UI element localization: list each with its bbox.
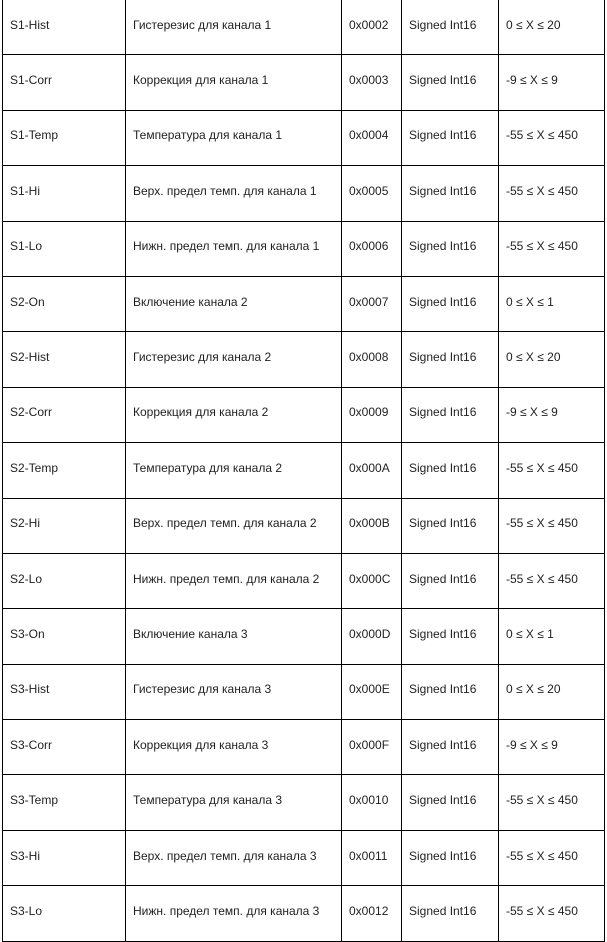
register-type-cell: Signed Int16 — [402, 830, 499, 885]
register-description-cell: Включение канала 2 — [126, 276, 342, 331]
table-row — [3, 110, 605, 165]
register-description-cell: Верх. предел темп. для канала 1 — [126, 166, 342, 221]
register-name-cell: S1-Lo — [3, 221, 126, 276]
register-range-cell: 0 ≤ X ≤ 20 — [499, 664, 605, 719]
table-row — [3, 55, 605, 110]
register-type-cell: Signed Int16 — [402, 332, 499, 387]
register-type-cell: Signed Int16 — [402, 886, 499, 941]
register-range-cell: -55 ≤ X ≤ 450 — [499, 110, 605, 165]
register-range-cell: -55 ≤ X ≤ 450 — [499, 166, 605, 221]
register-name-cell: S3-On — [3, 609, 126, 664]
register-description-cell: Температура для канала 3 — [126, 775, 342, 830]
register-description-cell: Коррекция для канала 3 — [126, 720, 342, 775]
register-type-cell: Signed Int16 — [402, 775, 499, 830]
table-row — [3, 498, 605, 553]
register-address-cell: 0x0008 — [342, 332, 402, 387]
register-description-cell: Верх. предел темп. для канала 3 — [126, 830, 342, 885]
register-range-cell: 0 ≤ X ≤ 20 — [499, 332, 605, 387]
register-address-cell: 0x000D — [342, 609, 402, 664]
register-range-cell: -55 ≤ X ≤ 450 — [499, 775, 605, 830]
table-row — [3, 830, 605, 885]
register-description-cell: Гистерезис для канала 3 — [126, 664, 342, 719]
register-type-cell: Signed Int16 — [402, 664, 499, 719]
register-address-cell: 0x000A — [342, 443, 402, 498]
register-name-cell: S2-Lo — [3, 553, 126, 608]
register-type-cell: Signed Int16 — [402, 553, 499, 608]
register-address-cell: 0x0010 — [342, 775, 402, 830]
register-description-cell: Коррекция для канала 1 — [126, 55, 342, 110]
table-row — [3, 886, 605, 941]
table-row — [3, 720, 605, 775]
register-description-cell: Гистерезис для канала 1 — [126, 0, 342, 55]
register-table — [2, 0, 605, 942]
register-name-cell: S1-Temp — [3, 110, 126, 165]
table-row — [3, 0, 605, 55]
table-row — [3, 276, 605, 331]
register-range-cell: -9 ≤ X ≤ 9 — [499, 55, 605, 110]
table-row — [3, 387, 605, 442]
register-description-cell: Включение канала 3 — [126, 609, 342, 664]
register-type-cell: Signed Int16 — [402, 110, 499, 165]
register-name-cell: S1-Hi — [3, 166, 126, 221]
register-description-cell: Верх. предел темп. для канала 2 — [126, 498, 342, 553]
register-address-cell: 0x0009 — [342, 387, 402, 442]
register-type-cell: Signed Int16 — [402, 55, 499, 110]
table-row — [3, 332, 605, 387]
register-range-cell: -9 ≤ X ≤ 9 — [499, 387, 605, 442]
register-address-cell: 0x0011 — [342, 830, 402, 885]
register-range-cell: 0 ≤ X ≤ 1 — [499, 609, 605, 664]
register-description-cell: Коррекция для канала 2 — [126, 387, 342, 442]
register-range-cell: 0 ≤ X ≤ 1 — [499, 276, 605, 331]
register-range-cell: -55 ≤ X ≤ 450 — [499, 221, 605, 276]
register-name-cell: S2-Temp — [3, 443, 126, 498]
register-description-cell: Температура для канала 1 — [126, 110, 342, 165]
register-range-cell: -55 ≤ X ≤ 450 — [499, 886, 605, 941]
register-name-cell: S3-Hi — [3, 830, 126, 885]
register-table-body — [3, 0, 605, 941]
register-range-cell: 0 ≤ X ≤ 20 — [499, 0, 605, 55]
table-row — [3, 221, 605, 276]
register-address-cell: 0x000E — [342, 664, 402, 719]
register-address-cell: 0x0005 — [342, 166, 402, 221]
table-row — [3, 609, 605, 664]
register-name-cell: S3-Hist — [3, 664, 126, 719]
register-description-cell: Гистерезис для канала 2 — [126, 332, 342, 387]
register-name-cell: S3-Lo — [3, 886, 126, 941]
table-row — [3, 664, 605, 719]
table-row — [3, 553, 605, 608]
register-address-cell: 0x0002 — [342, 0, 402, 55]
register-range-cell: -9 ≤ X ≤ 9 — [499, 720, 605, 775]
register-range-cell: -55 ≤ X ≤ 450 — [499, 443, 605, 498]
register-type-cell: Signed Int16 — [402, 166, 499, 221]
register-type-cell: Signed Int16 — [402, 498, 499, 553]
register-range-cell: -55 ≤ X ≤ 450 — [499, 830, 605, 885]
register-description-cell: Температура для канала 2 — [126, 443, 342, 498]
register-address-cell: 0x000F — [342, 720, 402, 775]
register-address-cell: 0x0007 — [342, 276, 402, 331]
register-type-cell: Signed Int16 — [402, 609, 499, 664]
register-name-cell: S2-Corr — [3, 387, 126, 442]
register-description-cell: Нижн. предел темп. для канала 3 — [126, 886, 342, 941]
register-range-cell: -55 ≤ X ≤ 450 — [499, 553, 605, 608]
register-address-cell: 0x000B — [342, 498, 402, 553]
register-name-cell: S1-Corr — [3, 55, 126, 110]
register-description-cell: Нижн. предел темп. для канала 1 — [126, 221, 342, 276]
register-address-cell: 0x0012 — [342, 886, 402, 941]
register-type-cell: Signed Int16 — [402, 221, 499, 276]
register-name-cell: S2-Hist — [3, 332, 126, 387]
register-address-cell: 0x0003 — [342, 55, 402, 110]
register-address-cell: 0x000C — [342, 553, 402, 608]
register-type-cell: Signed Int16 — [402, 276, 499, 331]
register-range-cell: -55 ≤ X ≤ 450 — [499, 498, 605, 553]
table-row — [3, 166, 605, 221]
register-description-cell: Нижн. предел темп. для канала 2 — [126, 553, 342, 608]
register-name-cell: S3-Temp — [3, 775, 126, 830]
register-name-cell: S1-Hist — [3, 0, 126, 55]
table-row — [3, 775, 605, 830]
register-name-cell: S2-Hi — [3, 498, 126, 553]
register-type-cell: Signed Int16 — [402, 443, 499, 498]
register-address-cell: 0x0006 — [342, 221, 402, 276]
register-name-cell: S2-On — [3, 276, 126, 331]
register-name-cell: S3-Corr — [3, 720, 126, 775]
register-type-cell: Signed Int16 — [402, 0, 499, 55]
register-type-cell: Signed Int16 — [402, 720, 499, 775]
table-row — [3, 443, 605, 498]
register-address-cell: 0x0004 — [342, 110, 402, 165]
register-type-cell: Signed Int16 — [402, 387, 499, 442]
